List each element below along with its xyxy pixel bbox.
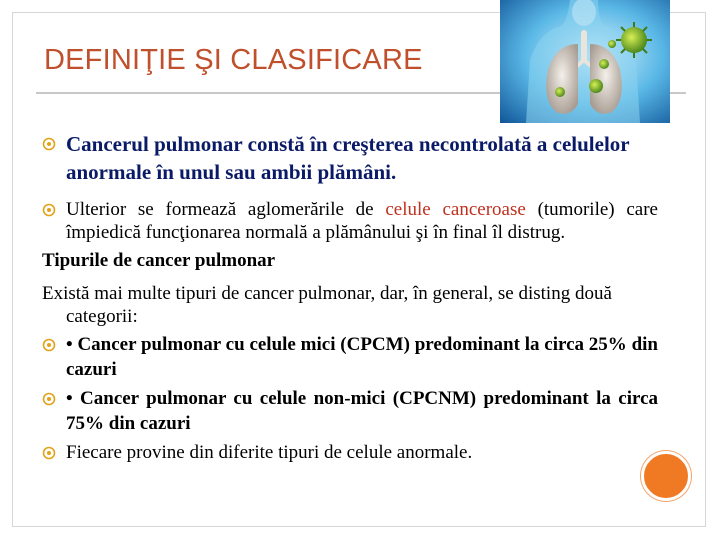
bullet-origin-text: Fiecare provine din diferite tipuri de celule anormale. (66, 442, 473, 463)
bullet-non-small-cell (42, 386, 658, 436)
bullet-small-cell (42, 332, 658, 382)
bullet-tumors-text-end: (tumorile) care împiedică funcţionarea normală a plămânului şi în final îl distrug. (66, 199, 658, 243)
bullet-definition-text: Cancerul pulmonar constă în creşterea necontrolată a celulelor anormale în unul sau ambii plămâni. (66, 132, 630, 184)
types-heading: Tipurile de cancer pulmonar (42, 250, 276, 271)
bullet-non-small-cell-text: • Cancer pulmonar cu celule non-mici (CPCNM) predominant la circa 75% din cazuri (66, 388, 658, 434)
lungs-illustration (500, 0, 670, 123)
slide-title: DEFINIŢIE ŞI CLASIFICARE (44, 44, 423, 76)
bullet-icon (42, 392, 56, 406)
bullet-small-cell-text: • Cancer pulmonar cu celule mici (CPCM) predominant la circa 25% din cazuri (66, 334, 658, 380)
bullet-tumors (42, 198, 658, 244)
bullet-icon (42, 338, 56, 352)
bullet-definition (42, 130, 658, 186)
bullet-tumors-text-start: Ulterior se formează aglomerările de (66, 199, 386, 220)
decorative-circle (641, 451, 691, 501)
bullet-icon (42, 137, 56, 151)
bullet-icon (42, 203, 56, 217)
bullet-origin (42, 440, 658, 465)
cancer-cells-highlight: celule canceroase (385, 199, 526, 220)
types-intro-paragraph: Există mai multe tipuri de cancer pulmonar, dar, în general, se disting două categorii: (42, 283, 612, 327)
slide-content (42, 130, 658, 465)
bullet-icon (42, 446, 56, 460)
